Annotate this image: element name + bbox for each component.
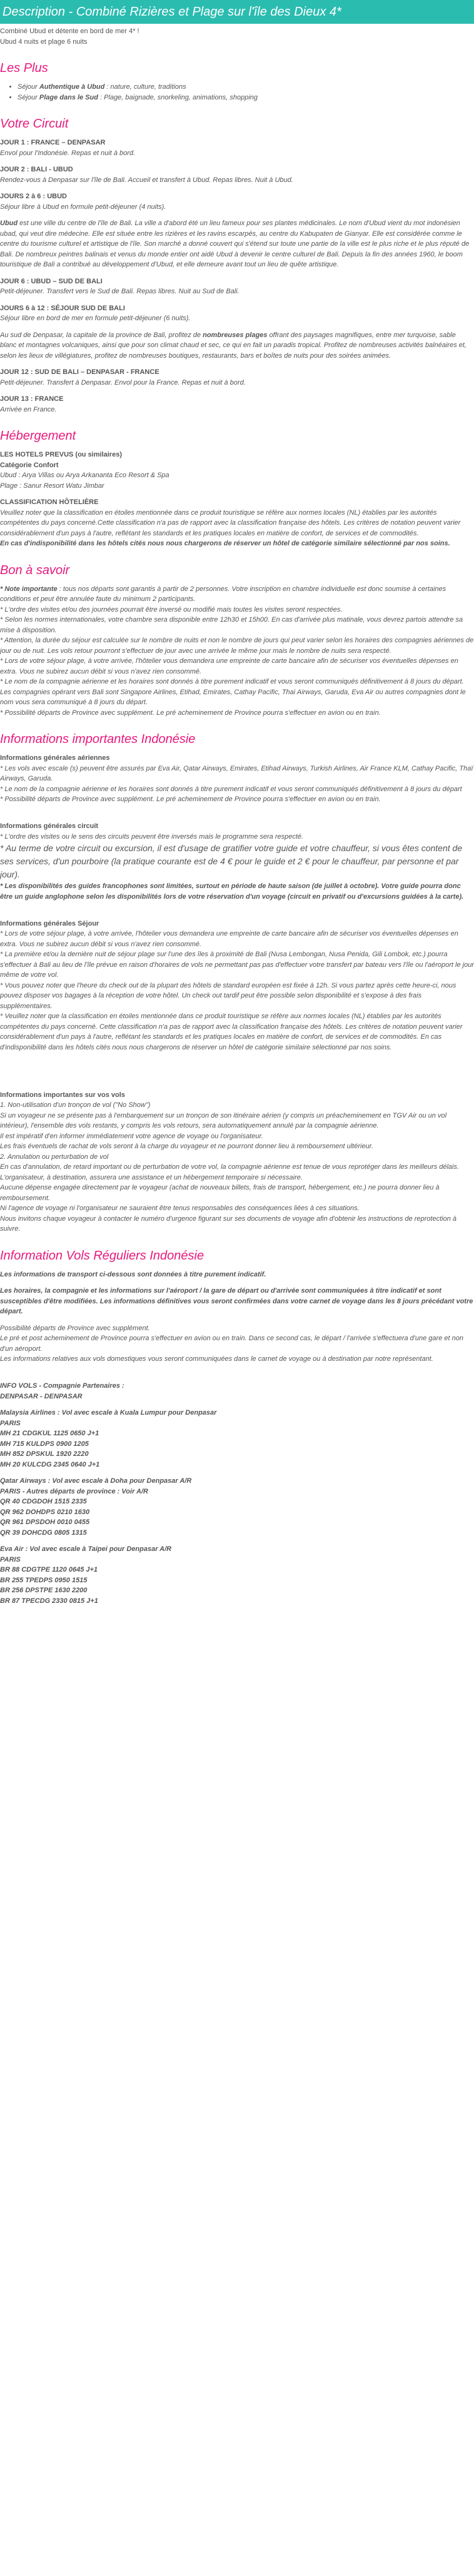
south-pre: Au sud de Denpasar, la capitale de la province de Bali, profitez de (0, 331, 203, 339)
list-item (18, 82, 474, 93)
vols-companies (0, 1381, 474, 1402)
flight-line: MH 20 KULCDG 2345 0640 J+1 (0, 1460, 100, 1468)
info-line: Aucune dépense engagée directement par le voyageur (achat de nouveaux billets, frais de transport, hébergement, etc.) ne pourra donner lieu à remboursement. (0, 1184, 440, 1202)
info-line: En cas d'annulation, de retard important ou de perturbation de votre vol, la compagnie aérienne est tenue de vous reprotéger dans les meilleurs délais. (0, 1163, 460, 1171)
item-rest: : nature, culture, traditions (104, 83, 186, 91)
day-title: JOUR 6 : UBUD – SUD DE BALI (0, 277, 103, 285)
flight-line: QR 39 DOHCDG 0805 1315 (0, 1528, 87, 1537)
vols-intro: Les informations de transport ci-dessous sont données à titre purement indicatif. (0, 1270, 266, 1278)
day-block (0, 303, 474, 324)
day-title: JOUR 1 : FRANCE – DENPASAR (0, 139, 106, 146)
ubud-word: Ubud (0, 220, 18, 227)
info-line: * Possibilité départs de Province avec supplément. Le pré acheminement de Province pourra s'effectuer en avion ou en train. (0, 796, 381, 803)
note-line (0, 584, 474, 605)
day-title: JOURS 2 à 6 : UBUD (0, 193, 67, 200)
day-text: Arrivée en France. (0, 405, 57, 413)
vols-intro2: Les horaires, la compagnie et les informations sur l'aéroport / la gare de départ ou d'arrivée sont communiquées à titre indicatif et sont susceptibles d'être modifiées. Les informations définitives vous seront confirmées dans votre carnet de voyage dans les 8 jours précédant votre départ. (0, 1287, 473, 1315)
day-text: Envol pour l'Indonésie. Repas et nuit à bord. (0, 149, 136, 157)
day-text: Petit-déjeuner. Transfert vers le Sud de Bali. Repas libres. Nuit au Sud de Bali. (0, 288, 240, 295)
item-strong: Plage dans le Sud (39, 93, 98, 101)
vols-note: Le pré et post acheminement de Province pourra s'effectuer en avion ou en train. Dans ce second cas, le départ / l'arrivée s'effectuera d'une gare et non d'un aéroport. (0, 1335, 463, 1353)
day-title: JOURS 6 à 12 : SÉJOUR SUD DE BALI (0, 304, 125, 312)
classification (0, 497, 474, 549)
item-strong: Authentique à Ubud (39, 83, 105, 91)
info-line: 1. Non-utilisation d'un tronçon de vol ("No Show") (0, 1101, 151, 1109)
flight-line: QR 962 DOHDPS 0210 1630 (0, 1508, 90, 1516)
day-block (0, 394, 474, 415)
vols-note: Les informations relatives aux vols domestiques vous seront communiquées dans le carnet de voyage ou à destination par notre représentant. (0, 1355, 433, 1363)
classification-strong: En cas d'indisponibilité dans les hôtels cités nous nous chargerons de réserver un hôtel de catégorie similaire sélectionné par nos soins. (0, 540, 450, 547)
note-strong: * Note importante (0, 585, 58, 593)
infos-aerien (0, 753, 474, 805)
vols-note: Possibilité départs de Province avec supplément. (0, 1324, 150, 1332)
malaysia-block (0, 1408, 474, 1470)
info-line: Si un voyageur ne se présente pas à l'embarquement sur un tronçon de son itinéraire aérien (y compris un préacheminement en TGV Air ou un vol intérieur), l'ensemble des vols restants, y compris les vols retours, sera automatiquement annulé par la compagnie aérienne. (0, 1111, 447, 1129)
plus-list (18, 82, 474, 103)
bon-line: * Le nom de la compagnie aérienne et les horaires sont donnés à titre purement indicatif et vous seront communiqués définitivement à 8 jours du départ. Les compagnies opérant vers Bali sont Singapore Airlines, Etihad, Emirates, Cathay Pacific, Thai Airways, Garuda, Eva Air ou autres compagnies dont le nom vous sera communiqué à 8 jours du départ. (0, 678, 466, 706)
section-title-infos: Informations importantes Indonésie (0, 732, 196, 746)
infos-vols (0, 1090, 474, 1235)
flight-line: BR 256 DPSTPE 1630 2200 (0, 1587, 88, 1594)
section-title-vols: Information Vols Réguliers Indonésie (0, 1248, 204, 1263)
info-line: Nous invitons chaque voyageur à contacter le numéro d'urgence figurant sur ses documents de voyage afin d'obtenir les instructions de reprotection à suivre. (0, 1215, 457, 1233)
bon-line: * L'ordre des visites et/ou des journées pourrait être inversé ou modifié mais toutes les visites seront respectées. (0, 605, 343, 614)
flight-line: MH 852 DPSKUL 1920 2220 (0, 1450, 89, 1458)
info-line: * Lors de votre séjour plage, à votre arrivée, l'hôtelier vous demandera une empreinte de carte bancaire afin de sécuriser vos éventuelles dépenses en extra. Vous ne subirez aucun débit si vous n'avez rien consommé. (0, 930, 458, 948)
intro (0, 26, 474, 47)
intro-line: Combiné Ubud et détente en bord de mer 4* ! (0, 28, 139, 35)
companies-title: INFO VOLS - Compagnie Partenaires : (0, 1382, 124, 1390)
flight-line: BR 255 TPEDPS 0950 1515 (0, 1576, 88, 1584)
section-title-hebergement: Hébergement (0, 429, 76, 443)
infos-sejour (0, 919, 474, 1053)
day-text: Séjour libre à Ubud en formule petit-déjeuner (4 nuits). (0, 203, 166, 211)
flight-line: PARIS (0, 1555, 21, 1563)
flight-line: QR 961 DPSDOH 0010 0455 (0, 1518, 90, 1526)
day-text: Séjour libre en bord de mer en formule petit-déjeuner (6 nuits). (0, 315, 191, 322)
bon-line: * Possibilité départs de Province avec supplément. Le pré acheminement de Province pourra s'effectuer en avion ou en train. (0, 709, 381, 717)
info-line-strong: * Les disponibilités des guides francophones sont limitées, surtout en période de haute saison (de juillet à octobre). Votre guide pourra donc être un guide anglophone selon les disponibilités lors de votre réservation d'un voyage (circuit en privatif ou d'excursions guidées à la carte). (0, 882, 464, 901)
info-line: Les frais éventuels de rachat de vols seront à la charge du voyageur et ne pourront donner lieu à remboursement ultérieur. (0, 1143, 373, 1150)
infos-circuit-title: Informations générales circuit (0, 822, 99, 830)
bon-line: * Attention, la durée du séjour est calculée sur le nombre de nuits et non le nombre de jours qui peut varier selon les horaires des compagnies aériennes de jour ou de nuit. Les vols retour pourront s'effectuer de jour avec une arrivée le même jour mais le nombre de nuits sera respecté. (0, 637, 474, 655)
day-text: Petit-déjeuner. Transfert à Denpasar. Envol pour la France. Repas et nuit à bord. (0, 378, 246, 386)
info-line: 2. Annulation ou perturbation de vol (0, 1153, 109, 1161)
hotels-category: Catégorie Confort (0, 461, 59, 469)
day-block (0, 367, 474, 388)
info-line: Il est impératif d'en informer immédiatement votre agence de voyage ou l'organisateur. (0, 1132, 263, 1140)
day-block (0, 138, 474, 158)
day-title: JOUR 13 : FRANCE (0, 395, 64, 403)
south-description (0, 330, 474, 361)
hotels-title: LES HOTELS PREVUS (ou similaires) (0, 451, 122, 458)
content (0, 24, 474, 1606)
flight-line: PARIS (0, 1419, 21, 1427)
info-line: * Veuillez noter que la classification en étoiles mentionnée dans ce produit touristique se réfère aux normes locales (NL) établies par les autorités compétentes du pays concerné. Cette classification n'a pas de rapport avec la classification française des hôtels. Les critères de notation peuvent varier considérablement d'un pays à l'autre, reflétant les standards et les pratiques locales en matière de confort, de services et de commodités. En cas d'indisponibilité dans les hôtels cités nous nous chargerons de réserver un hôtel de catégorie similaire sélectionné par nos soins. (0, 1013, 463, 1051)
route: DENPASAR - DENPASAR (0, 1392, 83, 1400)
bon-block (0, 584, 474, 719)
bon-line: * Selon les normes internationales, votre chambre sera disponible entre 12h30 et 15h00. En cas d'arrivée plus matinale, vous devrez partois attendre sa mise à disposition. (0, 616, 463, 634)
flight-line: MH 21 CDGKUL 1125 0650 J+1 (0, 1430, 99, 1437)
item-rest: : Plage, baignade, snorkeling, animations, shopping (98, 93, 258, 101)
bon-line: * Lors de votre séjour plage, à votre arrivée, l'hôtelier vous demandera une empreinte de carte bancaire afin de sécuriser vos éventuelles dépenses en extra. Vous ne subirez aucun débit si vous n'avez rien consommé. (0, 657, 458, 675)
section-title-plus: Les Plus (0, 61, 48, 75)
info-line: L'organisateur, à destination, assurera une assistance et un hébergement temporaire si nécessaire. (0, 1173, 303, 1181)
infos-sejour-title: Informations générales Séjour (0, 919, 99, 927)
info-line: * Le nom de la compagnie aérienne et les horaires sont donnés à titre purement indicatif et vous seront communiqués définitivement à 8 jours du départ (0, 785, 462, 793)
item-prefix: Séjour (18, 83, 39, 91)
info-line: * La première et/ou la dernière nuit de séjour plage sur l'une des îles à proximité de Bali (Nusa Lembongan, Nusa Penida, Gili Lombok, etc.) pourra s'effectuer à Bali au lieu de l'île prévue en raison d'horaires de vols ne permettant pas pas d'effectuer votre transfert par bateau vers l'île ou l'aéroport le jour même de votre vol. (0, 951, 474, 979)
section-title-bon: Bon à savoir (0, 563, 70, 577)
list-item (18, 93, 474, 103)
ubud-text: est une ville du centre de l'île de Bali. La ville a d'abord été un lieu fameux pour ses plantes médicinales. Le nom d'Ubud vient du mot indonésien ubad, qui veut dire médecine. Elle est située entre les rizières et les ravins escarpés, au centre du Kabupaten de Gianyar. Elle est considérée comme le centre du tourisme culturel et artistique de l'île. Son marché a donné couvert qui s'étend sur toute une partie de la ville est le plus riche et le plus réputé de Bali. De nombreux peintres balinais et venus du monde entier ont aidé Ubud à devenir le centre culturel de Bali. Depuis la fin des années 1960, le boom touristique de Bali a contribué au développement d'Ubud, et elle demeure avant tout un lieu de quête artistique. (0, 220, 470, 268)
hotel-line: Plage : Sanur Resort Watu Jimbar (0, 482, 104, 490)
flight-title: Eva Air : Vol avec escale à Taipei pour Denpasar A/R (0, 1545, 172, 1553)
infos-circuit (0, 821, 474, 902)
classification-title: CLASSIFICATION HÔTELIÈRE (0, 498, 99, 506)
note-text: : tous nos départs sont garantis à partir de 2 personnes. Votre inscription en chambre individuelle est donc soumise à certaines conditions et peut être annulée faute du minimum 2 participants. (0, 585, 446, 603)
eva-block (0, 1544, 474, 1606)
hotels (0, 450, 474, 491)
day-title: JOUR 2 : BALI - UBUD (0, 166, 73, 173)
day-title: JOUR 12 : SUD DE BALI – DENPASAR - FRANCE (0, 368, 159, 376)
page-title: Description - Combiné Rizières et Plage sur l'île des Dieux 4* (0, 0, 474, 24)
info-line: * Les vols avec escale (s) peuvent être assurés par Eva Air, Qatar Airways, Emirates, Etihad Airways, Turkish Airlines, Air France KLM, Cathay Pacific, Thaï Airways, Garuda. (0, 764, 473, 782)
day-block (0, 191, 474, 212)
vols-notes (0, 1323, 474, 1365)
section-title-circuit: Votre Circuit (0, 117, 69, 131)
flight-line: BR 87 TPECDG 2330 0815 J+1 (0, 1597, 98, 1605)
info-line: * Vous pouvez noter que l'heure du check out de la plupart des hôtels de standard européen est fixée à 12h. Si vous partez après cette heure-ci, nous pouvez disposer vos bagages à la réception de votre hôtel. Un check out tardif peut être possible selon disponibilité et s'expose à des frais supplémentaires. (0, 981, 456, 1010)
flight-title: Malaysia Airlines : Vol avec escale à Kuala Lumpur pour Denpasar (0, 1409, 217, 1417)
flight-line: QR 40 CDGDOH 1515 2335 (0, 1498, 87, 1505)
infos-aerien-title: Informations générales aériennes (0, 754, 110, 762)
day-text: Rendez-vous à Denpasar sur l'île de Bali. Accueil et transfert à Ubud. Repas libres. Nuit à Ubud. (0, 176, 293, 184)
ubud-description (0, 218, 474, 270)
south-post: offrant des paysages magnifiques, entre mer turquoise, sable blanc et montagnes volcaniques, ainsi que pour son climat chaud et sec, ce qui en fait un paradis tropical. Profitez de nombreuses activités balnéaires et, selon les lieux de villégiatures, profitez de nombreuses boutiques, restaurants, bars et boîtes de nuits pour des soirées animées. (0, 331, 466, 360)
day-block (0, 164, 474, 185)
item-prefix: Séjour (18, 93, 39, 101)
day-block (0, 276, 474, 297)
hotel-line: Ubud : Arya Villas ou Arya Arkananta Eco Resort & Spa (0, 472, 169, 479)
info-line: * Au terme de votre circuit ou excursion, il est d'usage de gratifier votre guide et votre chauffeur, si vous êtes content de ses services, d'un pourboire (la pratique courante est de 4 € pour le guide et 2 € pour le chauffeur, par personne et par jour). (0, 843, 463, 879)
infos-vols-title: Informations importantes sur vos vols (0, 1091, 125, 1099)
flight-line: PARIS - Autres départs de province : Voir A/R (0, 1487, 148, 1495)
flight-line: BR 88 CDGTPE 1120 0645 J+1 (0, 1566, 98, 1573)
qatar-block (0, 1476, 474, 1538)
info-line: Ni l'agence de voyage ni l'organisateur ne sauraient être tenus responsables des conséquences liées à ces situations. (0, 1205, 360, 1212)
flight-line: MH 715 KULDPS 0900 1205 (0, 1440, 89, 1448)
info-line: * L'ordre des visites ou le sens des circuits peuvent être inversés mais le programme sera respecté. (0, 832, 304, 841)
intro-line: Ubud 4 nuits et plage 6 nuits (0, 38, 88, 46)
classification-text: Veuillez noter que la classification en étoiles mentionnée dans ce produit touristique se réfère aux normes locales (NL) établies par les autorités compétentes du pays concerné.Cette classification n'a pas de rapport avec la classification française des hôtels. Les critères de notation peuvent varier considérablement d'un pays à l'autre, reflétant les standards et les pratiques locales en matière de confort, de services et de commodités. (0, 508, 461, 537)
flight-title: Qatar Airways : Vol avec escale à Doha pour Denpasar A/R (0, 1477, 192, 1485)
south-strong: nombreuses plages (203, 331, 268, 339)
